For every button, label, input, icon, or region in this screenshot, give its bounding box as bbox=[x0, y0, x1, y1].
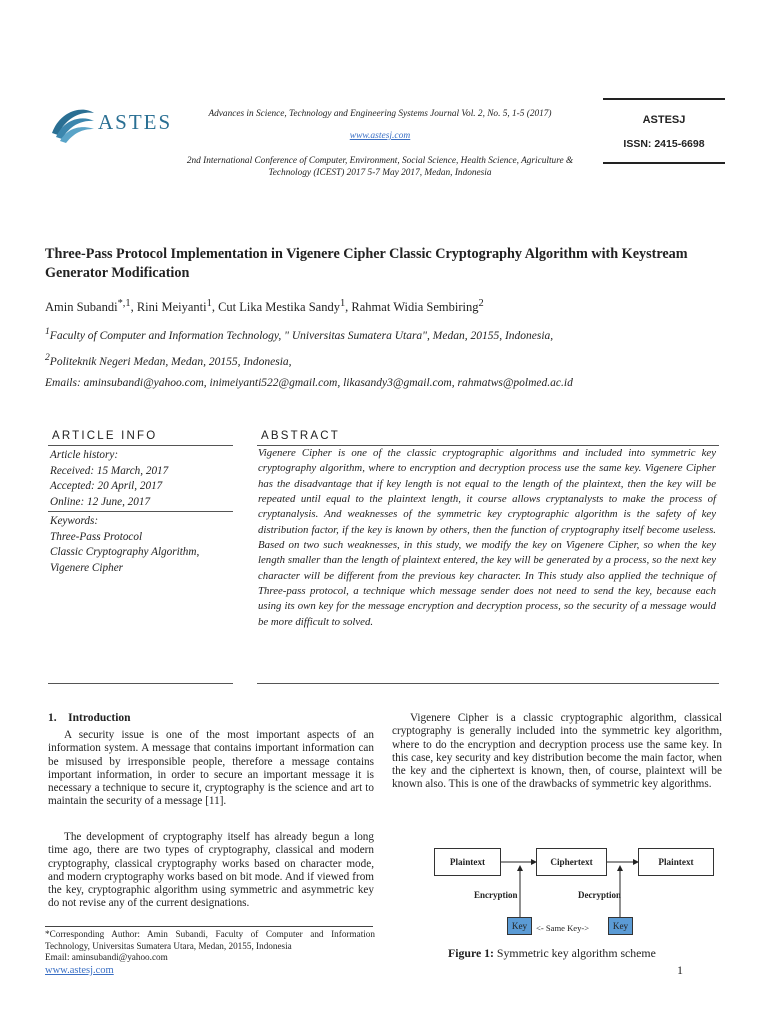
decryption-label: Decryption bbox=[578, 890, 621, 900]
keyword-item: Vigenere Cipher bbox=[50, 561, 124, 574]
author-list: Amin Subandi$^{*,1}$, Rini Meiyanti$^1$, Cut Lika Mestika Sandy$^1$, Rahmat Widia Sembiring$^2$ bbox=[45, 298, 484, 315]
footnote-email: Email: aminsubandi@yahoo.com bbox=[45, 952, 168, 962]
key-box-left: Key bbox=[507, 917, 532, 935]
same-key-label: <- Same Key-> bbox=[536, 923, 590, 933]
footer-url-link[interactable]: www.astesj.com bbox=[45, 965, 114, 976]
logo-text: ASTES bbox=[98, 110, 173, 134]
wave-logo-icon bbox=[48, 103, 98, 147]
abstract-text: Vigenere Cipher is one of the classic cryptographic algorithms and included into symmetric key cryptography algorithm, where to encryption and decryption process use the same key. Vigenere Cipher has the disadvantage that if key length is not equal to the length of the plaintext, then the key will be repeated until equal to the plaintext length, it course allows cryptanalysts to make the process of cryptanalysis. And weaknesses of the symmetric key cryptographic algorithm is the safety of key distribution factor, if the key is known by others, then the function of cryptography itself become useless. Based on two such weaknesses, in this study, we modify the key on Vigenere Cipher, so when the key length smaller than the length of plaintext entered, the key will be generated by a process, so the next key character will be different from the previous key character. In This study also applied the technique of Three-pass protocol, a technique which message sender does not need to send the key, because each using its own key for the message encryption and decryption process, so the security of a message would be more difficult to solved. bbox=[258, 447, 716, 628]
page-number: 1 bbox=[677, 963, 683, 977]
footnote-rule bbox=[45, 926, 373, 927]
history-accepted: Accepted: 20 April, 2017 bbox=[50, 480, 163, 492]
figure-1-diagram bbox=[430, 838, 720, 938]
astes-logo bbox=[48, 103, 178, 147]
right-column-paragraph: Vigenere Cipher is a classic cryptographic algorithm, classical cryptography is generally included into the symmetric key algorithm, where to do the encryption and decryption process use the same key. In this case, key security and key distribution become the main factor, when the key and the ciphertext is known, then, of course, plaintext will be known also. This is one of the drawbacks of symmetric key algorithms. bbox=[392, 712, 722, 791]
issn-label: ISSN: 2415-6698 bbox=[623, 138, 705, 150]
affiliation-2 bbox=[45, 352, 725, 368]
conference-line: 2nd International Conference of Computer, Environment, Social Science, Health Science, Agriculture & Technology (ICEST) 2017 5-7 May 2017, Medan, Indonesia bbox=[186, 156, 574, 178]
history-received: Received: 15 March, 2017 bbox=[50, 464, 169, 477]
encryption-label: Encryption bbox=[474, 890, 518, 900]
journal-url-link[interactable]: www.astesj.com bbox=[349, 131, 411, 141]
keywords-label: Keywords: bbox=[50, 515, 99, 527]
introduction-heading: 1. Introduction bbox=[48, 712, 131, 724]
aff1-text: Faculty of Computer and Information Technology, " Universitas Sumatera Utara", Medan, 20155, Indonesia, bbox=[49, 329, 554, 342]
article-info-heading: ARTICLE INFO bbox=[52, 430, 158, 442]
astesj-label: ASTESJ bbox=[642, 114, 686, 126]
aff1-sup: 1 bbox=[45, 326, 50, 337]
keyword-item: Three-Pass Protocol bbox=[50, 530, 143, 543]
intro-paragraph-1: A security issue is one of the most important aspects of an information system. A message that contains important information can be misused by irresponsible people, therefore a message contains important information, in order to secure an important message it is necessary a technique to secure it, cryptography is the science and art to maintain the security of a message [11]. bbox=[48, 729, 374, 808]
affiliation-1 bbox=[45, 326, 725, 342]
history-online: Online: 12 June, 2017 bbox=[50, 495, 151, 508]
abstract-bottom-rule bbox=[257, 683, 719, 684]
info-top-rule bbox=[48, 445, 233, 446]
journal-id-box bbox=[603, 98, 725, 164]
plaintext-box-left: Plaintext bbox=[434, 848, 501, 876]
plaintext-box-right: Plaintext bbox=[638, 848, 714, 876]
aff2-sup: 2 bbox=[45, 352, 50, 363]
figure-caption-label: Figure 1: bbox=[448, 946, 494, 960]
keywords bbox=[50, 514, 232, 576]
corresponding-author-footnote: *Corresponding Author: Amin Subandi, Faculty of Computer and Information Technology, Universitas Sumatera Utara, Medan, 20155, Indonesia bbox=[45, 929, 375, 951]
aff2-text: Politeknik Negeri Medan, Medan, 20155, Indonesia, bbox=[49, 355, 292, 368]
keyword-item: Classic Cryptography Algorithm, bbox=[50, 546, 200, 558]
intro-paragraph-2: The development of cryptography itself has already begun a long time ago, there are two types of cryptography, classical and modern cryptography, classical cryptography works based on character mode, and modern cryptography works based on bit mode. And if viewed from the key, cryptographic algorithm using symmetric and asymmetric key do not revise any of the current designations. bbox=[48, 831, 374, 910]
article-history bbox=[50, 448, 232, 510]
figure-caption bbox=[448, 946, 656, 961]
ciphertext-box: Ciphertext bbox=[536, 848, 607, 876]
paper-title: Three-Pass Protocol Implementation in Vigenere Cipher Classic Cryptography Algorithm with Keystream Generator Modification bbox=[45, 246, 688, 281]
history-label: Article history: bbox=[50, 449, 119, 461]
abstract-heading: ABSTRACT bbox=[261, 430, 340, 442]
journal-line: Advances in Science, Technology and Engineering Systems Journal Vol. 2, No. 5, 1-5 (2017) bbox=[208, 109, 552, 119]
info-bottom-rule bbox=[48, 683, 233, 684]
author-emails: Emails: aminsubandi@yahoo.com, inimeiyanti522@gmail.com, likasandy3@gmail.com, rahmatws@polmed.ac.id bbox=[45, 377, 573, 389]
info-mid-rule bbox=[48, 511, 233, 512]
key-box-right: Key bbox=[608, 917, 633, 935]
figure-caption-text: Symmetric key algorithm scheme bbox=[493, 946, 656, 960]
